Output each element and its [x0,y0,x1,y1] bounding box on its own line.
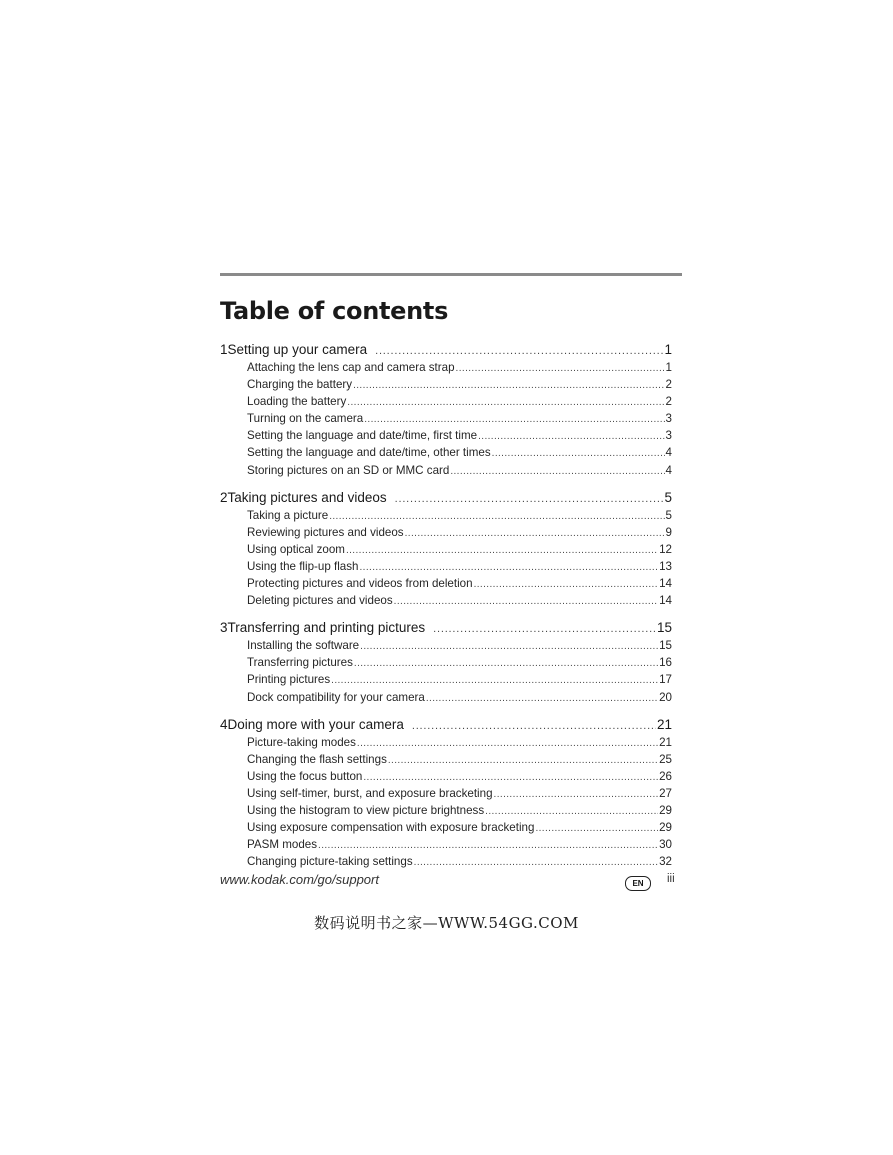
section-title: Using exposure compensation with exposure bracketing [247,821,535,835]
toc-section-entry[interactable] [220,376,672,393]
section-page-number: 32 [659,855,672,869]
toc-section-entry[interactable] [220,751,672,768]
section-page-number: 25 [659,752,672,766]
section-page-number: 12 [659,542,672,556]
dot-leader [318,837,658,854]
section-title: Installing the software [247,639,360,653]
dot-leader [394,593,658,610]
section-page-number: 20 [659,690,672,704]
chapter-page-number: 15 [656,620,672,636]
section-title: Changing the flash settings [247,752,387,766]
section-page-number: 15 [659,639,672,653]
toc-section-entry[interactable] [220,507,672,524]
toc-section-entry[interactable] [220,853,672,870]
section-page-number: 9 [665,525,672,539]
toc-page [220,273,682,879]
section-title: Loading the battery [247,395,347,409]
dot-leader [433,620,656,639]
toc-section-entry[interactable] [220,689,672,706]
dot-leader [360,638,658,655]
dot-leader [412,717,656,736]
section-page-number: 29 [659,803,672,817]
toc-section-entry[interactable] [220,524,672,541]
toc-chapter [220,488,672,610]
dot-leader [388,752,658,769]
section-page-number: 14 [659,594,672,608]
section-title: Reviewing pictures and videos [247,525,404,539]
section-page-number: 13 [659,559,672,573]
chapter-page-number: 21 [656,716,672,732]
toc-section-entry[interactable] [220,785,672,802]
section-title: Protecting pictures and videos from deletion [247,577,473,591]
section-page-number: 27 [659,786,672,800]
toc-section-entry[interactable] [220,592,672,609]
dot-leader [364,411,664,428]
toc-section-entry[interactable] [220,575,672,592]
chapter-number: 3 [220,620,228,636]
section-title: PASM modes [247,838,318,852]
table-of-contents [220,340,672,870]
dot-leader [474,576,659,593]
toc-section-entry[interactable] [220,541,672,558]
chapter-title: Setting up your camera [227,342,368,357]
dot-leader [405,525,665,542]
section-page-number: 4 [665,463,672,477]
section-title: Dock compatibility for your camera [247,690,425,704]
dot-leader [347,394,664,411]
dot-leader [346,542,658,559]
chapter-number: 4 [220,716,228,732]
chapter-number: 2 [220,489,228,505]
section-page-number: 3 [665,412,672,426]
section-page-number: 2 [665,395,672,409]
section-title: Using the flip-up flash [247,559,359,573]
section-page-number: 26 [659,769,672,783]
toc-chapter-entry[interactable] [220,340,672,359]
section-title: Setting the language and date/time, first time [247,429,478,443]
toc-section-entry[interactable] [220,462,672,479]
toc-chapter [220,715,672,871]
dot-leader [363,769,658,786]
dot-leader [535,820,658,837]
dot-leader [478,428,664,445]
toc-chapter-entry[interactable] [220,618,672,637]
section-title: Taking a picture [247,508,329,522]
dot-leader [395,490,664,509]
section-page-number: 1 [665,361,672,374]
section-title: Charging the battery [247,378,353,392]
language-badge: EN [625,876,651,891]
chapter-number: 1 [220,342,228,357]
dot-leader [450,463,664,480]
dot-leader [331,672,658,689]
dot-leader [492,445,665,462]
section-page-number: 5 [665,508,672,522]
support-url-link[interactable]: www.kodak.com/go/support [220,872,379,887]
page-footer [220,872,676,892]
dot-leader [426,690,658,707]
dot-leader [357,735,658,752]
toc-section-entry[interactable] [220,637,672,654]
section-title: Picture-taking modes [247,735,356,749]
section-page-number: 2 [665,378,672,392]
section-page-number: 16 [659,656,672,670]
section-title: Storing pictures on an SD or MMC card [247,463,450,477]
toc-section-entry[interactable] [220,734,672,751]
toc-section-entry[interactable] [220,819,672,836]
toc-chapter-entry[interactable] [220,488,672,507]
chapter-title: Doing more with your camera [227,716,404,732]
toc-section-entry[interactable] [220,359,672,376]
section-title: Setting the language and date/time, other times [247,446,491,460]
toc-section-entry[interactable] [220,393,672,410]
page-title: Table of contents [220,297,449,325]
dot-leader [360,559,659,576]
section-page-number: 29 [659,821,672,835]
chapter-page-number: 1 [664,342,672,357]
chapter-page-number: 5 [664,489,672,505]
toc-section-entry[interactable] [220,671,672,688]
toc-section-entry[interactable] [220,558,672,575]
section-title: Using the histogram to view picture brightness [247,803,485,817]
dot-leader [353,377,664,394]
toc-chapter [220,340,672,479]
section-title: Turning on the camera [247,412,364,426]
watermark-text: 数码说明书之家—WWW.54GG.COM [314,914,579,932]
page-number: iii [667,873,675,885]
toc-section-entry[interactable] [220,768,672,785]
dot-leader [456,360,665,377]
toc-chapter [220,618,672,705]
dot-leader [485,803,658,820]
section-title: Printing pictures [247,673,331,687]
toc-chapter-entry[interactable] [220,715,672,734]
section-page-number: 3 [665,429,672,443]
section-title: Deleting pictures and videos [247,594,393,608]
toc-section-entry[interactable] [220,427,672,444]
toc-section-entry[interactable] [220,654,672,671]
section-page-number: 4 [665,446,672,460]
top-rule [220,273,682,276]
dot-leader [414,854,658,871]
section-page-number: 21 [659,735,672,749]
chapter-title: Transferring and printing pictures [227,620,426,636]
section-page-number: 14 [659,577,672,591]
section-title: Using optical zoom [247,542,345,556]
toc-section-entry[interactable] [220,410,672,427]
section-title: Transferring pictures [247,656,353,670]
section-title: Changing picture-taking settings [247,855,413,869]
toc-section-entry[interactable] [220,802,672,819]
toc-section-entry[interactable] [220,444,672,461]
section-page-number: 30 [659,838,672,852]
section-title: Attaching the lens cap and camera strap [247,361,455,374]
toc-section-entry[interactable] [220,836,672,853]
dot-leader [329,508,664,525]
dot-leader [354,655,658,672]
section-page-number: 17 [659,673,672,687]
section-title: Using self-timer, burst, and exposure bracketing [247,786,493,800]
chapter-title: Taking pictures and videos [227,489,387,505]
section-title: Using the focus button [247,769,363,783]
dot-leader [494,786,659,803]
